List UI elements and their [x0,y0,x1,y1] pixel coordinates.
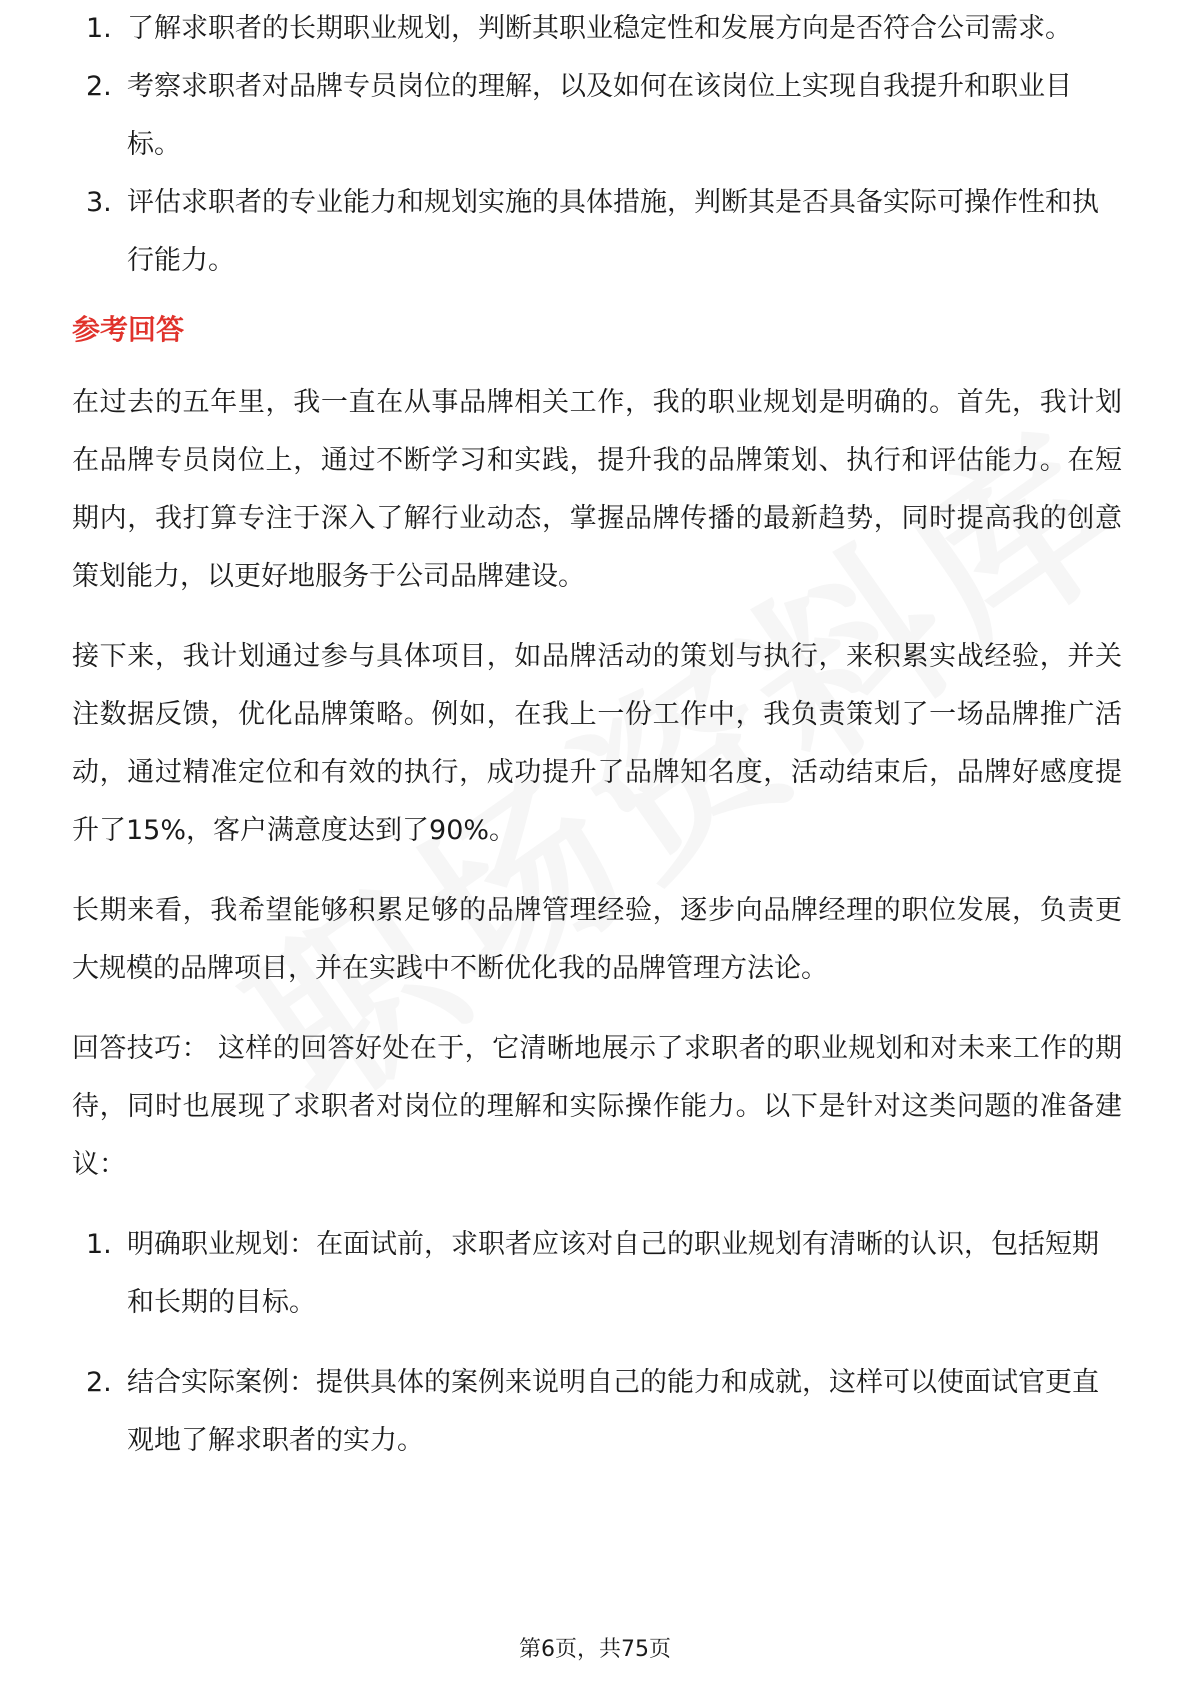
list-text: 评估求职者的专业能力和规划实施的具体措施，判断其是否具备实际可操作性和执行能力。 [127,187,1099,276]
list-number: 1. [86,1229,112,1260]
list-number: 3. [86,187,112,218]
list-text: 考察求职者对品牌专员岗位的理解，以及如何在该岗位上实现自我提升和职业目标。 [127,71,1072,160]
list-text: 明确职业规划：在面试前，求职者应该对自己的职业规划有清晰的认识，包括短期和长期的目标。 [127,1229,1099,1318]
section-title: 参考回答 [72,313,185,346]
list-item [72,58,1122,174]
page-content [72,13,1122,1492]
tips-list [72,1216,1122,1470]
list-text: 了解求职者的长期职业规划，判断其职业稳定性和发展方向是否符合公司需求。 [127,13,1072,44]
tips-intro-paragraph: 回答技巧： 这样的回答好处在于，它清晰地展示了求职者的职业规划和对未来工作的期待，同时也展现了求职者对岗位的理解和实际操作能力。以下是针对这类问题的准备建议： [72,1033,1122,1180]
list-item [72,1354,1122,1470]
answer-paragraph: 接下来，我计划通过参与具体项目，如品牌活动的策划与执行，来积累实战经验，并关注数据反馈，优化品牌策略。例如，在我上一份工作中，我负责策划了一场品牌推广活动，通过精准定位和有效的执行，成功提升了品牌知名度，活动结束后，品牌好感度提升了15%，客户满意度达到了90%。 [72,641,1122,846]
answer-paragraph: 长期来看，我希望能够积累足够的品牌管理经验，逐步向品牌经理的职位发展，负责更大规模的品牌项目，并在实践中不断优化我的品牌管理方法论。 [72,895,1122,984]
objectives-list [72,0,1122,290]
list-text: 结合实际案例：提供具体的案例来说明自己的能力和成就，这样可以使面试官更直观地了解求职者的实力。 [127,1367,1099,1456]
list-number: 2. [86,1367,112,1398]
list-item [72,0,1122,58]
page-footer: 第6页，共75页 [519,1637,671,1662]
list-number: 2. [86,71,112,102]
list-item [72,1216,1122,1332]
list-number: 1. [86,13,112,44]
list-item [72,174,1122,290]
answer-paragraph: 在过去的五年里，我一直在从事品牌相关工作，我的职业规划是明确的。首先，我计划在品牌专员岗位上，通过不断学习和实践，提升我的品牌策划、执行和评估能力。在短期内，我打算专注于深入了解行业动态，掌握品牌传播的最新趋势，同时提高我的创意策划能力，以更好地服务于公司品牌建设。 [72,387,1122,592]
